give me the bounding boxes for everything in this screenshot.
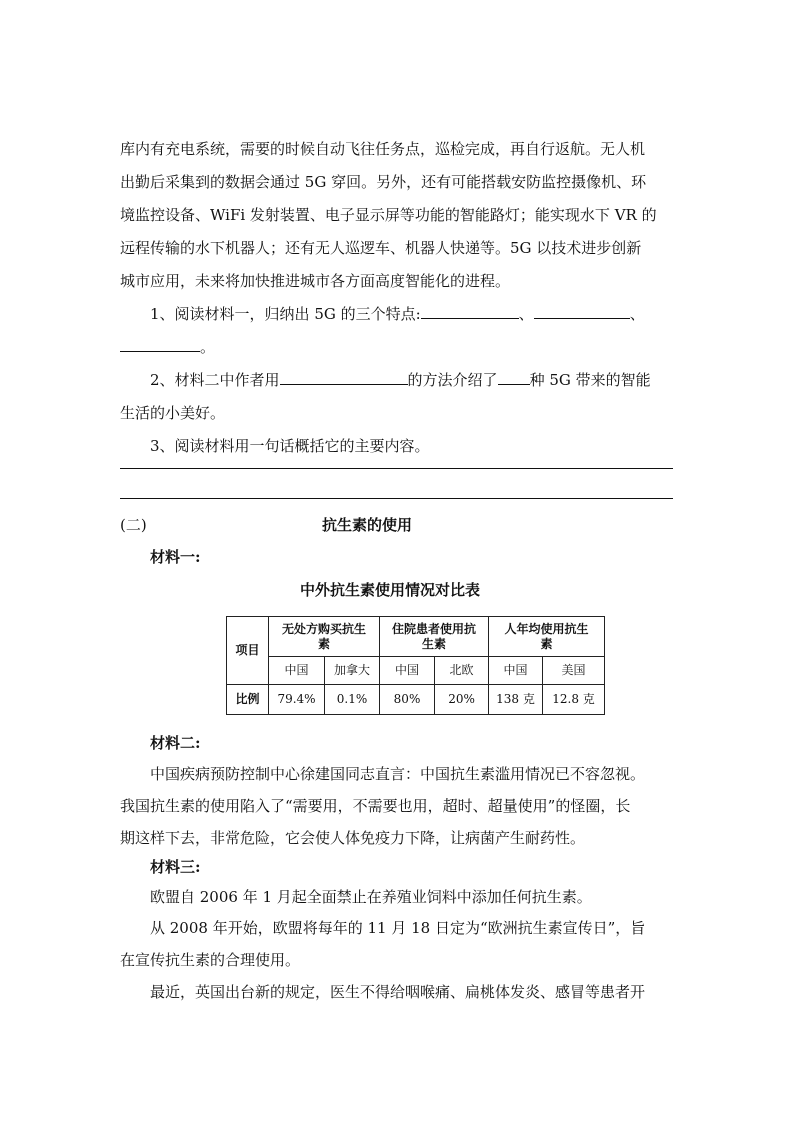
paragraph-line: 境监控设备、WiFi 发射装置、电子显示屏等功能的智能路灯；能实现水下 VR 的 bbox=[120, 206, 657, 224]
country-cell: 加拿大 bbox=[325, 657, 380, 685]
material-1-label: 材料一: bbox=[150, 548, 201, 566]
group-header: 无处方购买抗生素 bbox=[269, 617, 380, 657]
answer-blank[interactable] bbox=[534, 304, 630, 319]
paragraph-line: 最近，英国出台新的规定，医生不得给咽喉痛、扁桃体发炎、感冒等患者开 bbox=[150, 983, 646, 1001]
group-header: 住院患者使用抗生素 bbox=[380, 617, 489, 657]
section-title: 抗生素的使用 bbox=[322, 516, 413, 534]
table-title: 中外抗生素使用情况对比表 bbox=[300, 581, 481, 599]
question-1 bbox=[150, 304, 645, 324]
country-cell: 北欧 bbox=[435, 657, 489, 685]
period: 。 bbox=[200, 338, 216, 356]
material-2-label: 材料二: bbox=[150, 734, 201, 752]
answer-line[interactable] bbox=[120, 468, 673, 469]
country-cell: 中国 bbox=[489, 657, 543, 685]
question-2-text-b: 的方法介绍了 bbox=[407, 371, 498, 389]
value-cell: 80% bbox=[380, 685, 435, 715]
separator: 、 bbox=[629, 305, 645, 323]
answer-blank[interactable] bbox=[498, 370, 530, 385]
separator: 、 bbox=[518, 305, 534, 323]
value-cell: 12.8 克 bbox=[543, 685, 605, 715]
value-cell: 20% bbox=[435, 685, 489, 715]
paragraph-line: 出勤后采集到的数据会通过 5G 穿回。另外，还有可能搭载安防监控摄像机、环 bbox=[120, 173, 647, 191]
paragraph-line: 我国抗生素的使用陷入了“需要用，不需要也用，超时、超量使用”的怪圈，长 bbox=[120, 797, 631, 815]
answer-blank[interactable] bbox=[421, 304, 519, 319]
material-3-label: 材料三: bbox=[150, 858, 201, 876]
country-cell: 美国 bbox=[543, 657, 605, 685]
paragraph-line: 从 2008 年开始，欧盟将每年的 11 月 18 日定为“欧洲抗生素宣传日”，旨 bbox=[150, 919, 646, 937]
paragraph-line: 在宣传抗生素的合理使用。 bbox=[120, 951, 301, 969]
question-2-text-c: 种 5G 带来的智能 bbox=[529, 371, 651, 389]
question-1-cont bbox=[120, 337, 215, 357]
question-1-text: 1、阅读材料一，归纳出 5G 的三个特点: bbox=[150, 305, 421, 323]
value-cell: 138 克 bbox=[489, 685, 543, 715]
paragraph-line: 中国疾病预防控制中心徐建国同志直言：中国抗生素滥用情况已不容忽视。 bbox=[150, 765, 646, 783]
question-2-cont: 生活的小美好。 bbox=[120, 404, 226, 422]
section-number: (二) bbox=[120, 516, 147, 534]
answer-line[interactable] bbox=[120, 498, 673, 499]
paragraph-line: 欧盟自 2006 年 1 月起全面禁止在养殖业饲料中添加任何抗生素。 bbox=[150, 888, 592, 906]
question-3: 3、阅读材料用一句话概括它的主要内容。 bbox=[150, 437, 430, 455]
paragraph-line: 远程传输的水下机器人；还有无人巡逻车、机器人快递等。5G 以技术进步创新 bbox=[120, 239, 642, 257]
item-header: 项目 bbox=[227, 617, 269, 685]
question-2-text-a: 2、材料二中作者用 bbox=[150, 371, 280, 389]
answer-blank[interactable] bbox=[280, 370, 408, 385]
answer-blank[interactable] bbox=[120, 337, 200, 352]
ratio-header: 比例 bbox=[227, 685, 269, 715]
country-cell: 中国 bbox=[269, 657, 325, 685]
value-cell: 79.4% bbox=[269, 685, 325, 715]
paragraph-line: 城市应用，未来将加快推进城市各方面高度智能化的进程。 bbox=[120, 272, 511, 290]
group-header: 人年均使用抗生素 bbox=[489, 617, 605, 657]
value-cell: 0.1% bbox=[325, 685, 380, 715]
country-cell: 中国 bbox=[380, 657, 435, 685]
paragraph-line: 期这样下去，非常危险，它会使人体免疫力下降，让病菌产生耐药性。 bbox=[120, 829, 586, 847]
paragraph-line: 库内有充电系统，需要的时候自动飞往任务点，巡检完成，再自行返航。无人机 bbox=[120, 140, 646, 158]
comparison-table bbox=[226, 616, 605, 715]
question-2 bbox=[150, 370, 651, 390]
